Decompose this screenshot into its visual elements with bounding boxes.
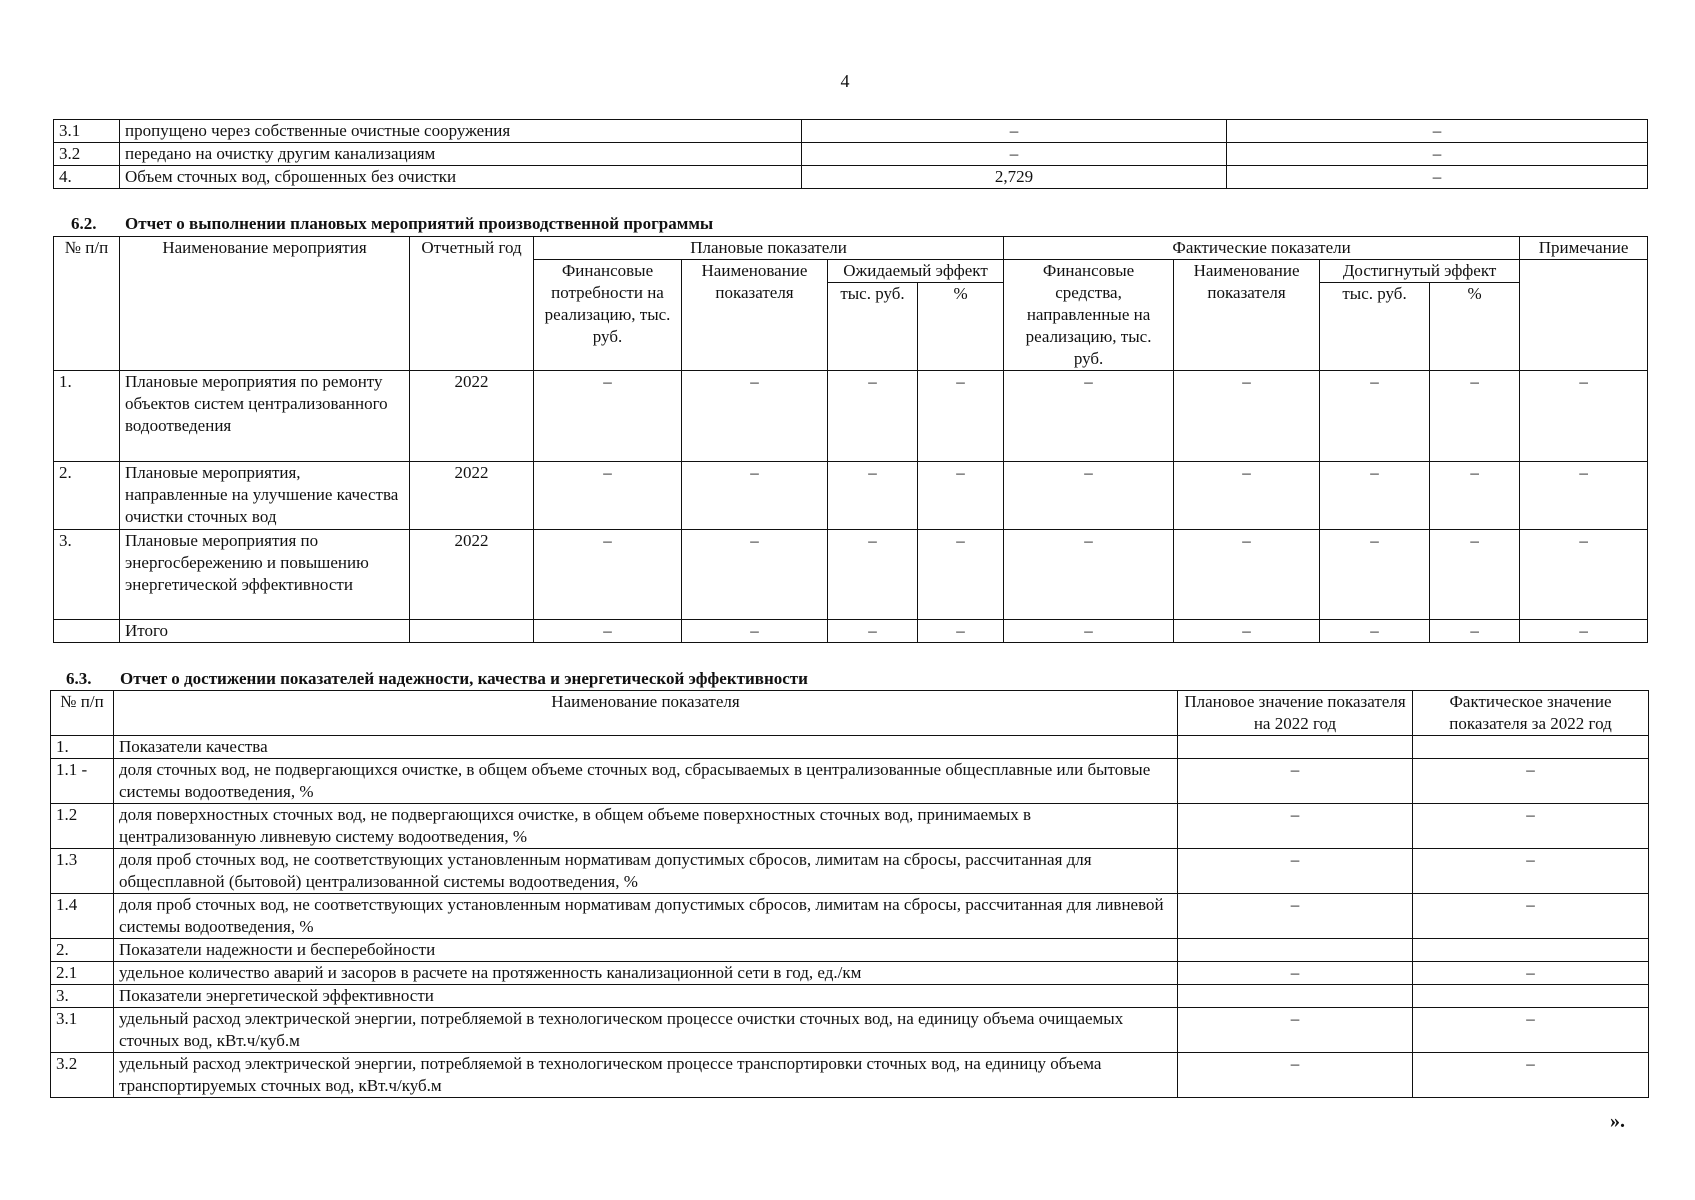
row-value: – [828,620,918,643]
table-row [54,462,1648,530]
row-number: 3.1 [51,1008,114,1053]
row-number: 1. [51,736,114,759]
row-name: доля сточных вод, не подвергающихся очистке, в общем объеме сточных вод, сбрасываемых в централизованные общесплавные или бытовые системы водоотведения, % [114,759,1178,804]
row-plan: – [1178,1053,1413,1098]
table-row [54,166,1648,189]
row-value: – [1430,620,1520,643]
row-number: 3.1 [54,120,120,143]
table-row [54,530,1648,620]
planned-measures-table [53,236,1648,643]
header-plan-effect: Ожидаемый эффект [828,260,1004,283]
row-name: Показатели надежности и бесперебойности [114,939,1178,962]
section-title-text: Отчет о выполнении плановых мероприятий производственной программы [125,214,714,233]
header-plan-fin: Финансовые потребности на реализацию, тыс. руб. [534,260,682,371]
table-row [51,849,1649,894]
header-planned: Плановые показатели [534,237,1004,260]
row-plan [1178,736,1413,759]
row-plan: – [1178,1008,1413,1053]
row-value: – [1520,462,1648,530]
header-name: Наименование показателя [114,691,1178,736]
row-value: – [802,143,1227,166]
closing-quote-mark: ». [1610,1110,1625,1132]
row-value: – [918,462,1004,530]
header-note-empty [1520,260,1648,371]
row-fact: – [1413,849,1649,894]
row-number: 1.2 [51,804,114,849]
row-number: 2. [54,462,120,530]
row-name: удельный расход электрической энергии, потребляемой в технологическом процессе транспортировки сточных вод, на единицу объема транспортируемых сточных вод, кВт.ч/куб.м [114,1053,1178,1098]
row-value: – [1174,462,1320,530]
section-title-6-3 [66,668,808,690]
row-number: 1.1 - [51,759,114,804]
row-value: – [1520,530,1648,620]
table-header-row [54,237,1648,260]
row-number: 1. [54,371,120,462]
row-value: – [534,371,682,462]
row-value: – [918,530,1004,620]
table-row [54,143,1648,166]
row-value: – [1004,462,1174,530]
row-value: – [682,530,828,620]
row-year: 2022 [410,530,534,620]
row-plan [1178,985,1413,1008]
table-row [51,962,1649,985]
row-value: – [1227,120,1648,143]
table-row [51,804,1649,849]
row-value: – [1320,530,1430,620]
row-value: – [828,462,918,530]
row-plan: – [1178,894,1413,939]
header-actual: Фактические показатели [1004,237,1520,260]
row-number: 3.2 [51,1053,114,1098]
table-header-row [51,691,1649,736]
row-number [54,620,120,643]
header-pct: % [918,283,1004,371]
row-value: – [1174,371,1320,462]
row-value: – [918,620,1004,643]
table-row [54,120,1648,143]
section-number: 6.2. [71,214,97,233]
row-plan: – [1178,759,1413,804]
row-value: – [1320,371,1430,462]
row-name: доля поверхностных сточных вод, не подвергающихся очистке, в общем объеме поверхностных сточных вод, принимаемых в централизованную ливневую систему водоотведения, % [114,804,1178,849]
header-pct: % [1430,283,1520,371]
row-fact [1413,736,1649,759]
table-row [51,1008,1649,1053]
row-value: – [682,462,828,530]
section-title-text: Отчет о достижении показателей надежности, качества и энергетической эффективности [120,669,808,688]
row-plan: – [1178,962,1413,985]
row-name: Плановые мероприятия по ремонту объектов систем централизованного водоотведения [120,371,410,462]
row-name: пропущено через собственные очистные сооружения [120,120,802,143]
row-value: – [828,371,918,462]
row-year: 2022 [410,371,534,462]
table-row [51,736,1649,759]
water-volume-table [53,119,1648,189]
row-name: Показатели энергетической эффективности [114,985,1178,1008]
table-row [51,939,1649,962]
row-fact: – [1413,1053,1649,1098]
header-thous: тыс. руб. [828,283,918,371]
row-number: 4. [54,166,120,189]
row-name: доля проб сточных вод, не соответствующих установленным нормативам допустимых сбросов, лимитам на сбросы, рассчитанная для общесплавной (бытовой) централизованной системы водоотведения, % [114,849,1178,894]
header-plan: Плановое значение показателя на 2022 год [1178,691,1413,736]
row-number: 1.4 [51,894,114,939]
row-value: – [802,120,1227,143]
row-fact: – [1413,1008,1649,1053]
row-fact: – [1413,894,1649,939]
row-value: – [1174,530,1320,620]
table-row [51,759,1649,804]
header-fact: Фактическое значение показателя за 2022 год [1413,691,1649,736]
row-number: 3.2 [54,143,120,166]
table-row [51,1053,1649,1098]
row-fact: – [1413,759,1649,804]
row-number: 2. [51,939,114,962]
row-value: – [682,371,828,462]
row-name: Итого [120,620,410,643]
row-year [410,620,534,643]
row-plan: – [1178,804,1413,849]
row-name: удельное количество аварий и засоров в расчете на протяженность канализационной сети в год, ед./км [114,962,1178,985]
row-value: – [1004,530,1174,620]
row-plan [1178,939,1413,962]
row-name: Показатели качества [114,736,1178,759]
header-num: № п/п [54,237,120,371]
row-value: – [534,620,682,643]
row-value: – [534,530,682,620]
row-name: Плановые мероприятия, направленные на улучшение качества очистки сточных вод [120,462,410,530]
header-name: Наименование мероприятия [120,237,410,371]
table-row [51,894,1649,939]
table-row-total [54,620,1648,643]
header-fact-fin: Финансовые средства, направленные на реализацию, тыс. руб. [1004,260,1174,371]
row-name: Плановые мероприятия по энергосбережению и повышению энергетической эффективности [120,530,410,620]
row-number: 3. [54,530,120,620]
row-name: Объем сточных вод, сброшенных без очистки [120,166,802,189]
row-value: 2,729 [802,166,1227,189]
row-value: – [1520,620,1648,643]
row-value: – [1430,530,1520,620]
row-value: – [1430,462,1520,530]
header-year: Отчетный год [410,237,534,371]
header-fact-effect: Достигнутый эффект [1320,260,1520,283]
row-value: – [1320,462,1430,530]
row-year: 2022 [410,462,534,530]
section-title-6-2 [71,213,713,235]
header-thous: тыс. руб. [1320,283,1430,371]
row-value: – [1004,620,1174,643]
row-fact: – [1413,804,1649,849]
row-value: – [828,530,918,620]
row-value: – [682,620,828,643]
header-plan-ind: Наименование показателя [682,260,828,371]
row-value: – [918,371,1004,462]
row-value: – [1320,620,1430,643]
table-row [51,985,1649,1008]
section-number: 6.3. [66,669,92,688]
row-value: – [534,462,682,530]
row-number: 1.3 [51,849,114,894]
page-number: 4 [840,71,850,91]
table-row [54,371,1648,462]
indicators-table [50,690,1649,1098]
row-fact: – [1413,962,1649,985]
row-value: – [1174,620,1320,643]
row-plan: – [1178,849,1413,894]
row-name: удельный расход электрической энергии, потребляемой в технологическом процессе очистки сточных вод, на единицу объема очищаемых сточных вод, кВт.ч/куб.м [114,1008,1178,1053]
header-num: № п/п [51,691,114,736]
row-fact [1413,939,1649,962]
row-value: – [1004,371,1174,462]
row-name: передано на очистку другим канализациям [120,143,802,166]
row-fact [1413,985,1649,1008]
row-value: – [1430,371,1520,462]
row-value: – [1227,143,1648,166]
row-number: 2.1 [51,962,114,985]
row-name: доля проб сточных вод, не соответствующих установленным нормативам допустимых сбросов, лимитам на сбросы, рассчитанная для ливневой системы водоотведения, % [114,894,1178,939]
row-value: – [1520,371,1648,462]
row-value: – [1227,166,1648,189]
header-fact-ind: Наименование показателя [1174,260,1320,371]
row-number: 3. [51,985,114,1008]
header-note: Примечание [1520,237,1648,260]
